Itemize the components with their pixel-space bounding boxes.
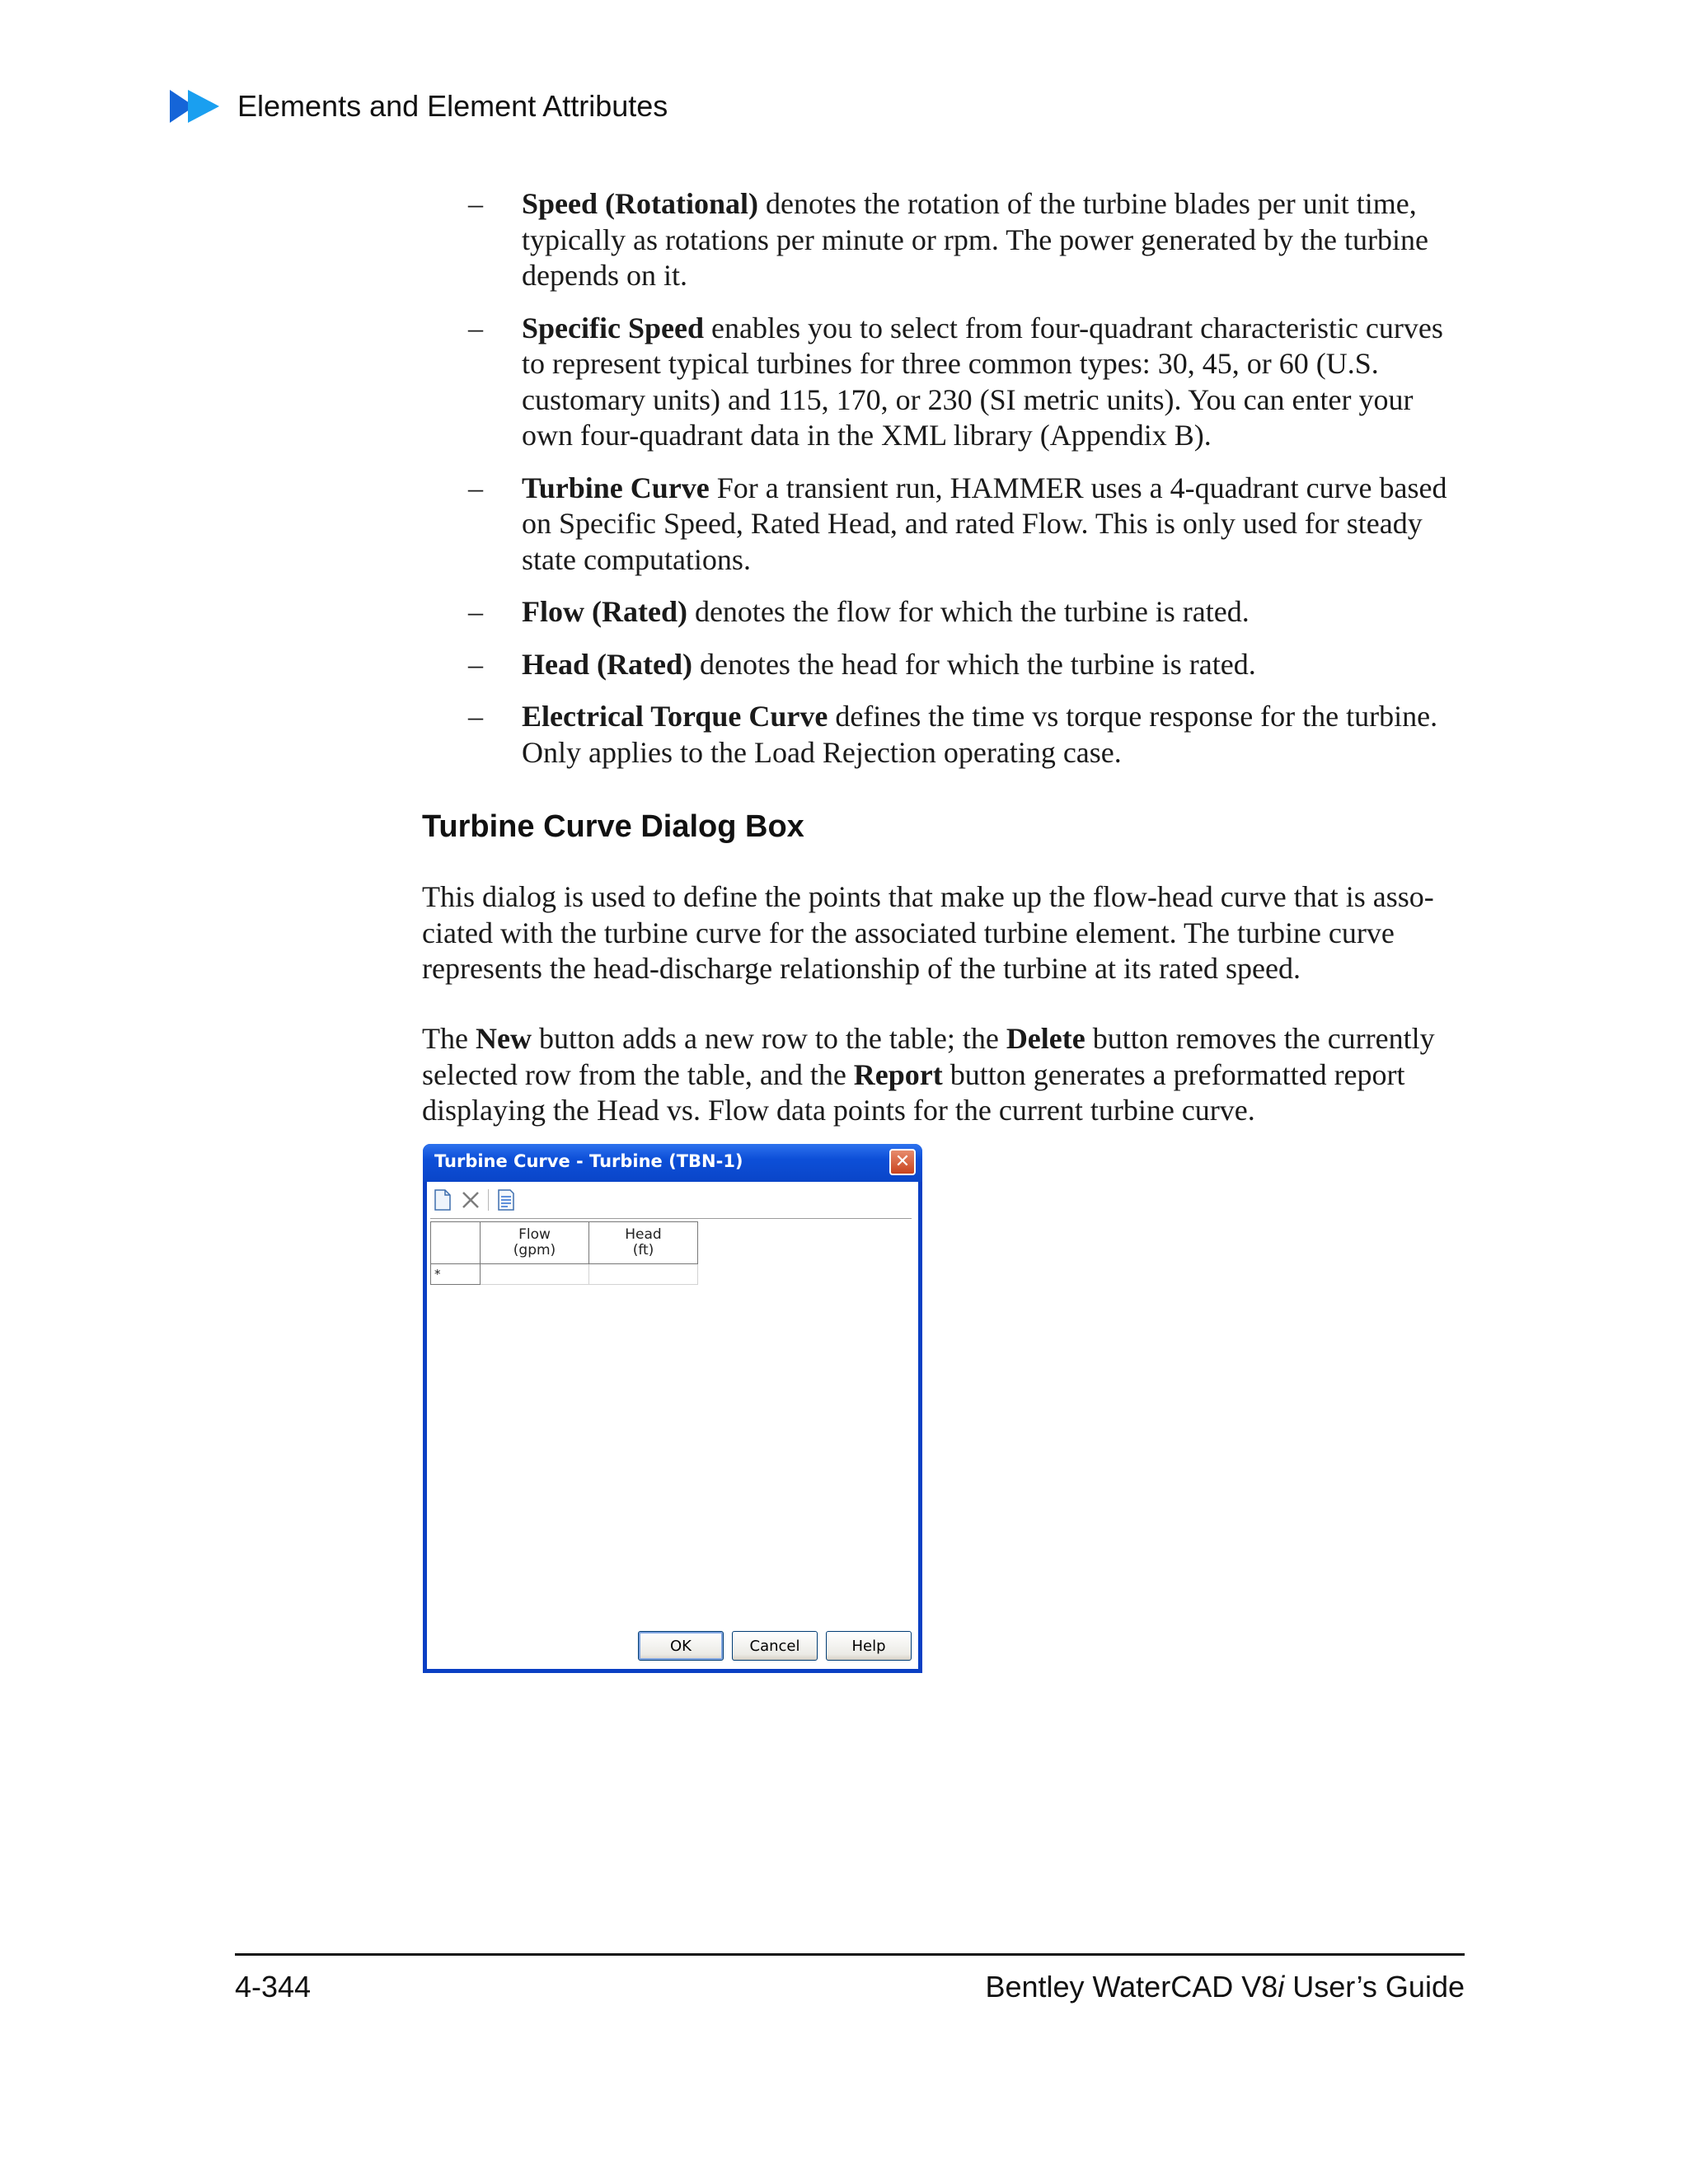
curve-table: [430, 1221, 698, 1285]
list-item: [468, 471, 1470, 579]
guide-title-italic: i: [1278, 1970, 1285, 2004]
list-term: Electrical Torque Curve: [522, 700, 828, 733]
list-text: For a transient run, HAMMER uses a 4-quadrant curve based on Specific Speed, Rated Head, and rated Flow. This is only used for steady state computations.: [522, 471, 1447, 576]
guide-title: [985, 1970, 1465, 2004]
list-text: denotes the head for which the turbine is rated.: [692, 647, 1256, 681]
column-unit: (gpm): [513, 1242, 556, 1258]
paragraph-button-description: [422, 1021, 1470, 1129]
column-unit: (ft): [632, 1242, 654, 1258]
guide-title-prefix: Bentley WaterCAD V8: [985, 1970, 1278, 2004]
list-item: [468, 311, 1470, 454]
list-item: [468, 186, 1470, 294]
flow-cell[interactable]: [481, 1264, 589, 1285]
dialog-titlebar[interactable]: [423, 1144, 922, 1182]
text-run: The: [422, 1022, 476, 1055]
close-icon: ✕: [894, 1151, 911, 1172]
toolbar-separator: [488, 1189, 489, 1211]
ok-button[interactable]: OK: [638, 1631, 724, 1661]
text-run: button removes the currently selected row from the table, and the: [422, 1022, 1435, 1091]
list-text: defines the time vs torque response for the turbine. Only applies to the Load Rejection operating case.: [522, 700, 1438, 769]
column-header-head[interactable]: [589, 1222, 698, 1264]
list-dash: –: [468, 700, 483, 733]
column-header-flow[interactable]: [481, 1222, 589, 1264]
new-row-marker[interactable]: *: [431, 1264, 481, 1285]
list-term: Flow (Rated): [522, 595, 687, 628]
list-text: denotes the flow for which the turbine is rated.: [687, 595, 1250, 628]
list-item: [468, 594, 1470, 630]
table-header-row: [431, 1222, 698, 1264]
double-chevron-right-icon: [170, 88, 223, 124]
delete-icon[interactable]: [460, 1188, 481, 1212]
header-title: Elements and Element Attributes: [237, 89, 668, 123]
column-label: Flow: [518, 1226, 551, 1243]
list-dash: –: [468, 647, 483, 681]
turbine-curve-dialog: [423, 1144, 922, 1673]
attribute-list: [468, 186, 1470, 787]
paragraph-dialog-description: This dialog is used to define the points that make up the flow-head curve that is asso-ciated with the turbine curve for the associated turbine element. The turbine curve represents the head-discharge relationship of the turbine at its rated speed.: [422, 880, 1434, 985]
list-item: [468, 647, 1470, 683]
text-run: button adds a new row to the table; the: [531, 1022, 1006, 1055]
row-header-corner: [431, 1222, 481, 1264]
bold-term: Delete: [1006, 1022, 1085, 1055]
list-dash: –: [468, 187, 483, 220]
help-button[interactable]: Help: [826, 1631, 912, 1661]
section-heading: Turbine Curve Dialog Box: [422, 809, 804, 844]
list-term: Specific Speed: [522, 311, 704, 344]
list-dash: –: [468, 595, 483, 628]
head-cell[interactable]: [589, 1264, 698, 1285]
list-text: enables you to select from four-quadrant characteristic curves to represent typical turbines for three common types: 30, 45, or 60 (U.S. customary units) and 115, 170, or 230 (SI metric units). You can enter your own four-quadrant data in the XML library (Appendix B).: [522, 311, 1443, 452]
toolbar-divider: [430, 1218, 912, 1219]
new-icon[interactable]: [432, 1188, 453, 1212]
report-icon[interactable]: [495, 1188, 517, 1212]
page-header: [170, 86, 668, 127]
bold-term: New: [475, 1022, 532, 1055]
list-text: denotes the rotation of the turbine blades per unit time, typically as rotations per minute or rpm. The power generated by the turbine depends on it.: [522, 187, 1429, 292]
list-term: Speed (Rotational): [522, 187, 758, 220]
list-term: Head (Rated): [522, 647, 692, 681]
footer-rule: [235, 1953, 1465, 1956]
dialog-toolbar: [432, 1185, 517, 1215]
list-item: [468, 699, 1470, 771]
bold-term: Report: [853, 1057, 943, 1091]
list-dash: –: [468, 311, 483, 344]
dialog-button-row: [638, 1631, 912, 1661]
dialog-title: Turbine Curve - Turbine (TBN-1): [434, 1151, 743, 1171]
list-dash: –: [468, 471, 483, 504]
dialog-client-area: [427, 1182, 918, 1669]
close-button[interactable]: [889, 1149, 916, 1175]
table-row[interactable]: [431, 1264, 698, 1285]
page-number: 4-344: [235, 1970, 312, 2004]
column-label: Head: [625, 1226, 662, 1243]
list-term: Turbine Curve: [522, 471, 710, 504]
guide-title-suffix: User’s Guide: [1284, 1970, 1465, 2004]
text-run: button generates a preformatted report displaying the Head vs. Flow data points for the current turbine curve.: [422, 1057, 1405, 1127]
cancel-button[interactable]: Cancel: [732, 1631, 818, 1661]
